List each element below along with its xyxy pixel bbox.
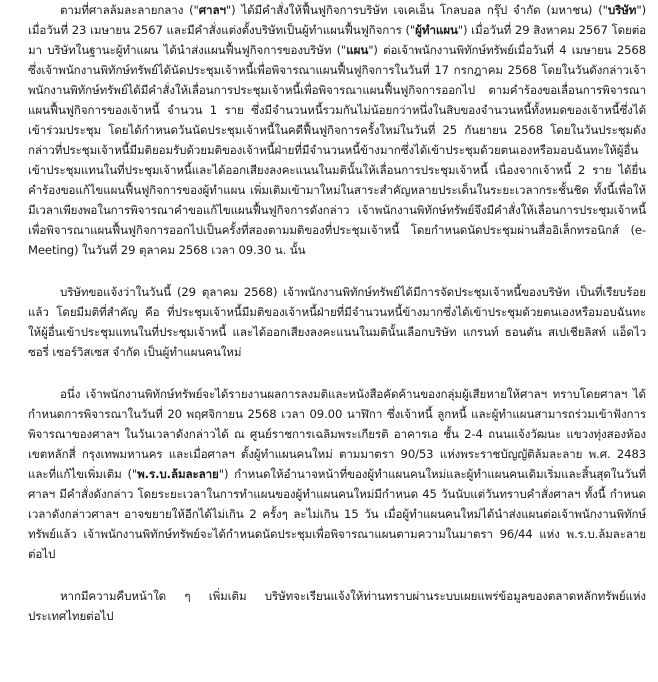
text-run: บริษัทขอแจ้งว่าในวันนี้ (29 ตุลาคม 2568) เจ้าพนักงานพิทักษ์ทรัพย์ได้มีการจัดประชุมเจ้าหนี้ของบริษัท เป็นที่เรียบร้อยแล้ว โดยมีมติที่สำคัญ คือ ที่ประชุมเจ้าหนี้มีมติของเจ้าหนี้ฝ่ายที่มีจำนวนหนี้ข้างมากซึ่งได้เข้าประชุมด้วยตนเองหรือมอบฉันทะให้ผู้อื่นเข้าประชุมแทนในที่ประชุมเจ้าหนี้ และได้ออกเสียงลงคะแนนในมตินั้นเลือกบริษัท แกรนท์ ธอนตัน สเปเชียลิสท์ แอ็ดไวซอรี่ เซอร์วิสเซส จำกัด เป็นผู้ทำแผนคนใหม่ (28, 285, 646, 359)
paragraph-court-order-background (28, 0, 646, 260)
text-run: หากมีความคืบหน้าใด ๆ เพิ่มเติม บริษัทจะเรียนแจ้งให้ท่านทราบผ่านระบบเผยแพร่ข้อมูลของตลาดหลักทรัพย์แห่งประเทศไทยต่อไป (28, 589, 646, 623)
text-run: ") ได้มีคำสั่งให้ฟื้นฟูกิจการบริษัท เจเคเอ็น โกลบอล กรุ๊ป จำกัด (มหาชน) (" (225, 3, 608, 17)
defined-term: บริษัท (607, 3, 637, 17)
paragraph-closing-notice (28, 586, 646, 626)
text-run: ตามที่ศาลล้มละลายกลาง (" (60, 3, 199, 17)
paragraph-meeting-result (28, 282, 646, 362)
text-run: ") เมื่อวันที่ 23 เมษายน 2567 และมีคำสั่งแต่งตั้งบริษัทเป็นผู้ทำแผนฟื้นฟูกิจการ (" (28, 3, 646, 37)
paragraph-court-hearing (28, 384, 646, 564)
text-run: ") เมื่อวันที่ 29 สิงหาคม 2567 โดยต่อมา บริษัทในฐานะผู้ทำแผน ได้นำส่งแผนฟื้นฟูกิจการของบริษัท (" (28, 23, 646, 57)
defined-term: พ.ร.บ.ล้มละลาย (137, 467, 219, 481)
defined-term: ศาลฯ (198, 3, 226, 17)
text-run: อนึ่ง เจ้าพนักงานพิทักษ์ทรัพย์จะได้รายงานผลการลงมติและหนังสือคัดค้านของกลุ่มผู้เสียหายให้ศาลฯ ทราบโดยศาลฯ ได้กำหนดการพิจารณาในวันที่ 20 พฤศจิกายน 2568 เวลา 09.00 นาฬิกา ซึ่งเจ้าหนี้ ลูกหนี้ และผู้ทำแผนสามารถร่วมเข้าฟังการพิจารณาของศาลฯ ในวันเวลาดังกล่าวได้ ณ ศูนย์ราชการเฉลิมพระเกียรติ อาคารเอ ชั้น 2-4 ถนนแจ้งวัฒนะ แขวงทุ่งสองห้อง เขตหลักสี่ กรุงเทพมหานคร และเมื่อศาลฯ ตั้งผู้ทำแผนคนใหม่ ตามมาตรา 90/53 แห่งพระราชบัญญัติล้มละลาย พ.ศ. 2483 และที่แก้ไขเพิ่มเติม (" (28, 387, 646, 481)
text-run: ") กำหนดให้อำนาจหน้าที่ของผู้ทำแผนคนใหม่และผู้ทำแผนคนเดิมเริ่มและสิ้นสุดในวันที่ศาลฯ มีคำสั่งดังกล่าว โดยระยะเวลาในการทำแผนของผู้ทำแผนคนใหม่มีกำหนด 45 วันนับแต่วันทราบคำสั่งศาลฯ ทั้งนี้ กำหนดเวลาดังกล่าวศาลฯ อาจขยายให้อีกได้ไม่เกิน 2 ครั้งๆ ละไม่เกิน 15 วัน เมื่อผู้ทำแผนคนใหม่ได้นำส่งแผนต่อเจ้าพนักงานพิทักษ์ทรัพย์แล้ว เจ้าพนักงานพิทักษ์ทรัพย์จะได้กำหนดนัดประชุมเพื่อพิจารณาแผนตามความในมาตรา 96/44 แห่ง พ.ร.บ.ล้มละลาย ต่อไป (28, 467, 647, 561)
defined-term: ผู้ทำแผน (415, 23, 458, 37)
text-run: ") ต่อเจ้าพนักงานพิทักษ์ทรัพย์เมื่อวันที่ 4 เมษายน 2568 ซึ่งเจ้าพนักงานพิทักษ์ทรัพย์ได้นัดประชุมเจ้าหนี้เพื่อพิจารณาแผนฟื้นฟูกิจการในวันที่ 17 กรกฎาคม 2568 โดยในวันดังกล่าวเจ้าพนักงานพิทักษ์ทรัพย์ได้มีคำสั่งให้เลื่อนการประชุมเจ้าหนี้เพื่อพิจารณาแผนฟื้นฟูกิจการออกไป ตามคำร้องขอเลื่อนการพิจารณาแผนฟื้นฟูกิจการของเจ้าหนี้ จำนวน 1 ราย ซึ่งมีจำนวนหนี้รวมกันไม่น้อยกว่าหนึ่งในสิบของจำนวนหนี้ทั้งหมดของเจ้าหนี้ซึ่งได้เข้าร่วมประชุม โดยได้กำหนดวันนัดประชุมเจ้าหนี้ในคดีฟื้นฟูกิจการครั้งใหม่ในวันที่ 25 กันยายน 2568 โดยในวันประชุมดังกล่าวที่ประชุมเจ้าหนี้มีมติยอมรับด้วยมติของเจ้าหนี้ฝ่ายที่มีจำนวนหนี้ข้างมากซึ่งได้เข้าประชุมด้วยตนเองหรือมอบฉันทะให้ผู้อื่นเข้าประชุมแทนในที่ประชุมเจ้าหนี้และได้ออกเสียงลงคะแนนในมตินั้นให้เลื่อนการประชุมเจ้าหนี้ เนื่องจากเจ้าหนี้ 2 ราย ได้ยื่นคำร้องขอแก้ไขแผนฟื้นฟูกิจการของผู้ทำแผน เพิ่มเติมเข้ามาใหม่ในสาระสำคัญหลายประเด็นในระยะเวลากระชั้นชิด ทั้งนี้เพื่อให้มีเวลาเพียงพอในการพิจารณาคำขอแก้ไขแผนฟื้นฟูกิจการดังกล่าว เจ้าพนักงานพิทักษ์ทรัพย์จึงมีคำสั่งให้เลื่อนการประชุมเจ้าหนี้เพื่อพิจารณาแผนฟื้นฟูกิจการออกไปเป็นครั้งที่สองตามมติของที่ประชุมเจ้าหนี้ โดยกำหนดนัดประชุมผ่านสื่ออิเล็กทรอนิกส์ (e-Meeting) ในวันที่ 29 ตุลาคม 2568 เวลา 09.30 น. นั้น (28, 43, 646, 257)
defined-term: แผน (346, 43, 369, 57)
